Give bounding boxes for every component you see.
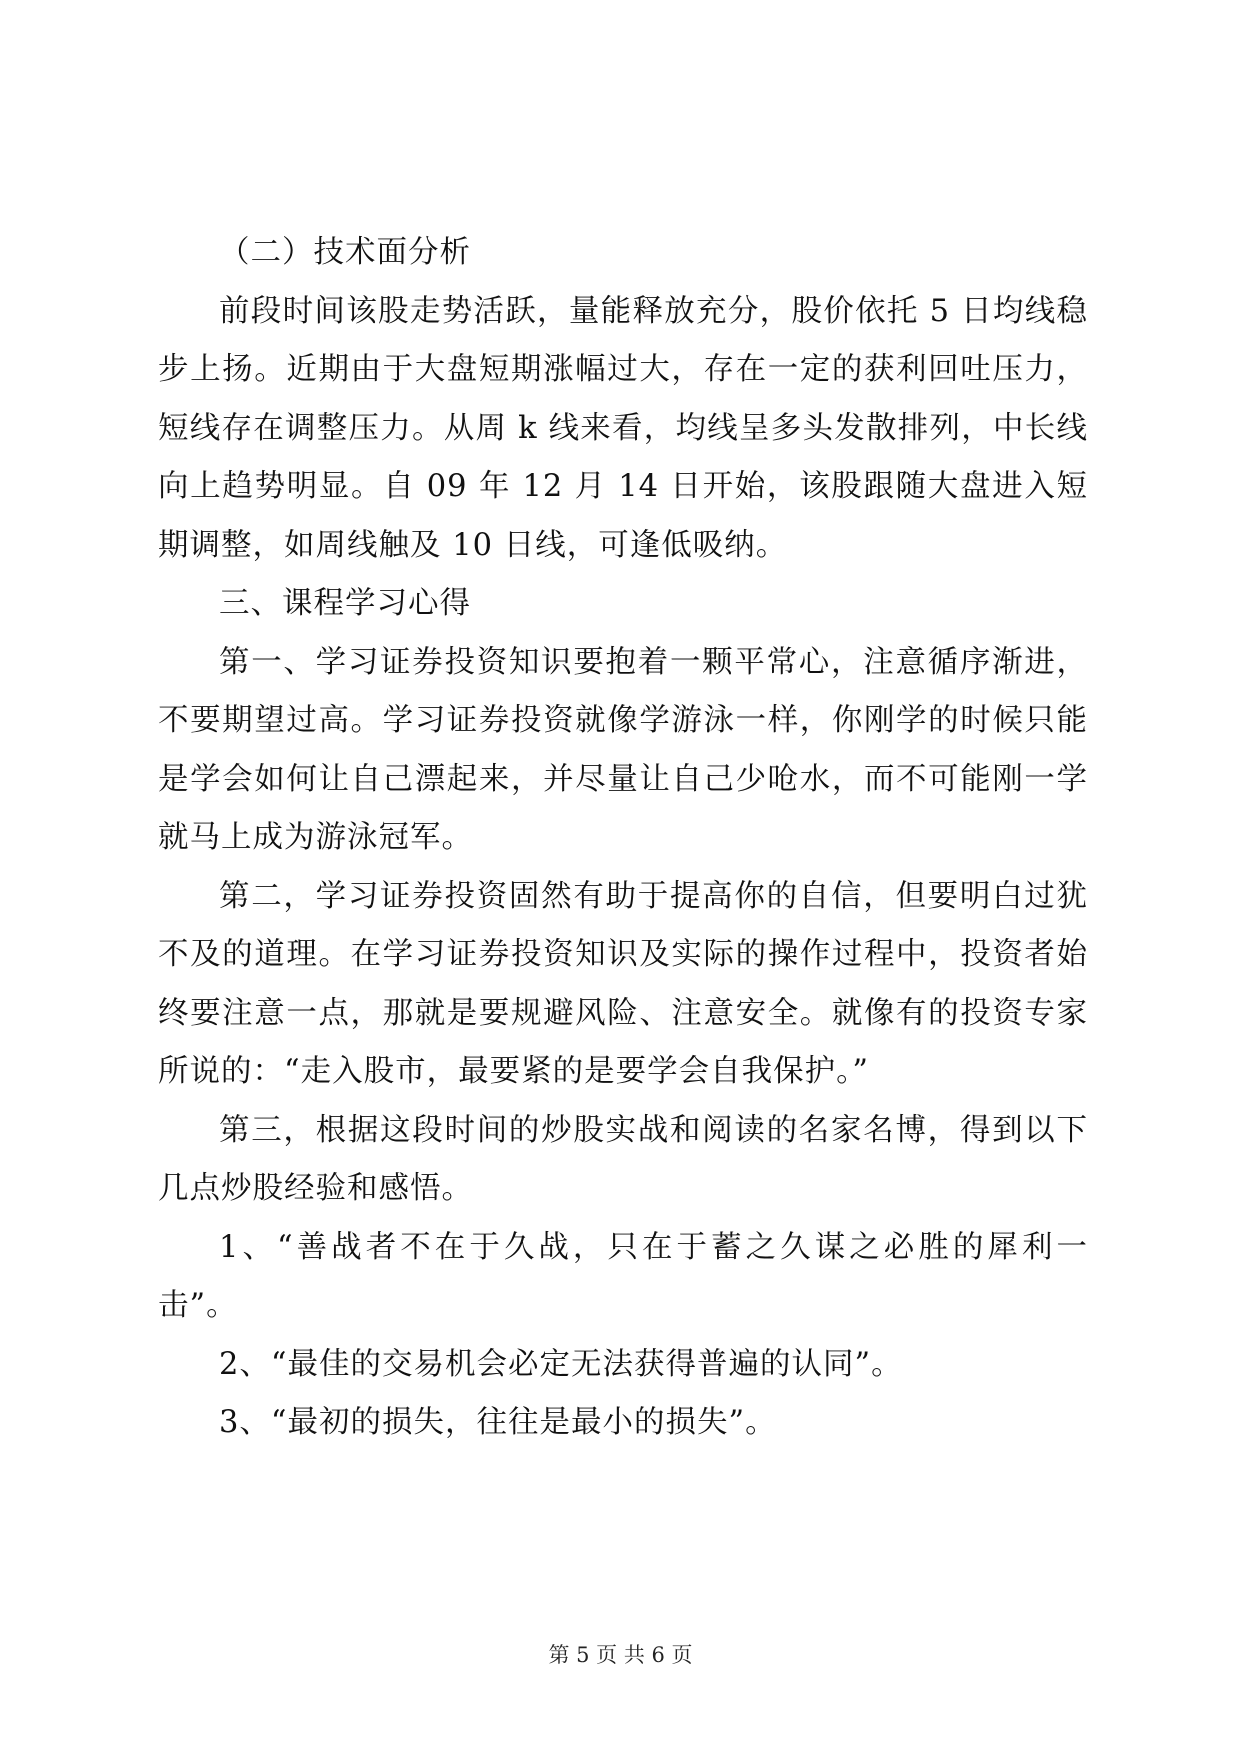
paragraph-technical-analysis: 前段时间该股走势活跃，量能释放充分，股价依托 5 日均线稳步上扬。近期由于大盘短期涨幅过大，存在一定的获利回吐压力，短线存在调整压力。从周 k 线来看，均线呈多头发散排列，中长线向上趋势明显。自 09 年 12 月 14 日开始，该股跟随大盘进入短期调整，如周线触及 10 日线，可逢低吸纳。	[158, 293, 1088, 563]
section-heading-course-insights: 三、课程学习心得	[219, 586, 471, 621]
list-item-quote-1: 1、“善战者不在于久战，只在于蓄之久谋之必胜的犀利一击”。	[158, 1229, 1088, 1323]
page-number-footer: 第 5 页 共 6 页	[548, 1643, 693, 1667]
document-body	[158, 224, 1088, 1453]
section-heading-technical-analysis: （二）技术面分析	[219, 235, 471, 270]
paragraph-first-point: 第一、学习证券投资知识要抱着一颗平常心，注意循序渐进，不要期望过高。学习证券投资就像学游泳一样，你刚学的时候只能是学会如何让自己漂起来，并尽量让自己少呛水，而不可能刚一学就马上成为游泳冠军。	[158, 644, 1088, 855]
list-item-quote-3: 3、“最初的损失，往往是最小的损失”。	[219, 1405, 777, 1440]
paragraph-second-point: 第二，学习证券投资固然有助于提高你的自信，但要明白过犹不及的道理。在学习证券投资知识及实际的操作过程中，投资者始终要注意一点，那就是要规避风险、注意安全。就像有的投资专家所说的：“走入股市，最要紧的是要学会自我保护。”	[158, 878, 1088, 1089]
paragraph-third-point: 第三，根据这段时间的炒股实战和阅读的名家名博，得到以下几点炒股经验和感悟。	[158, 1112, 1088, 1206]
list-item-quote-2: 2、“最佳的交易机会必定无法获得普遍的认同”。	[219, 1346, 903, 1382]
